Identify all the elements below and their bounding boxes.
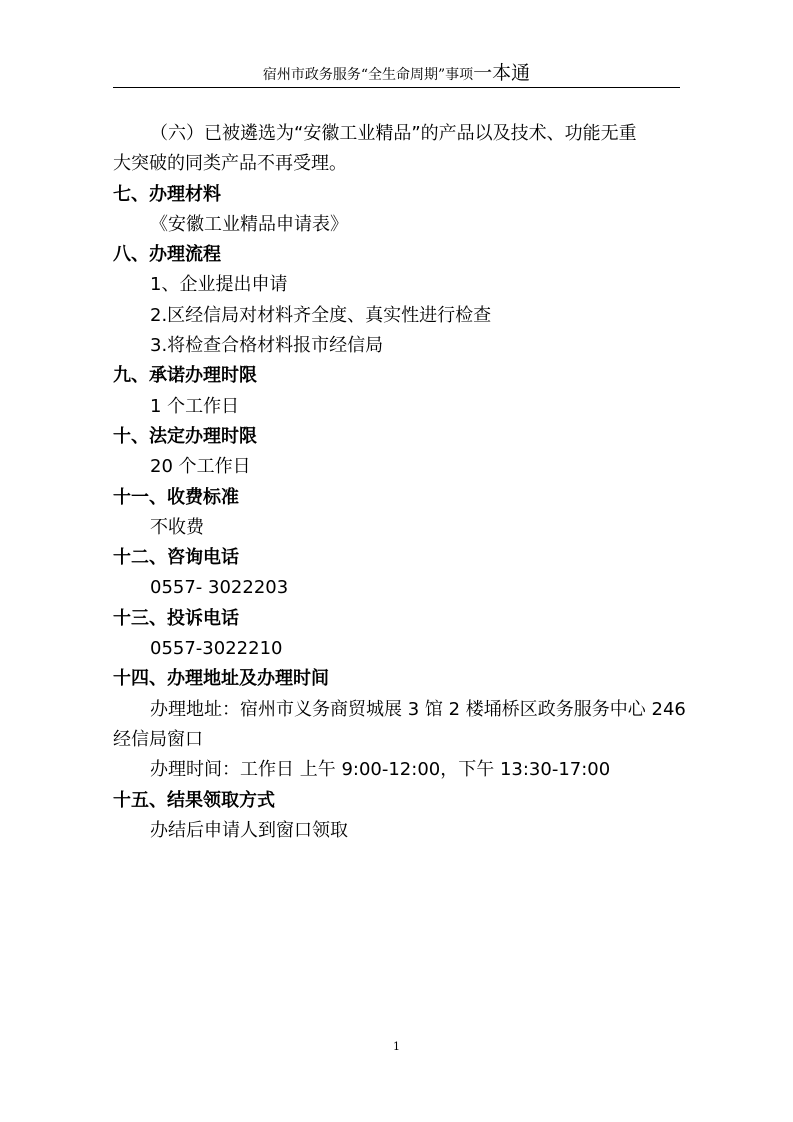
section-11-content: 不收费 <box>150 516 204 538</box>
item-6-line-2: 大突破的同类产品不再受理。 <box>113 153 347 175</box>
section-13-title: 十三、投诉电话 <box>113 607 239 629</box>
section-8-step-1: 1、企业提出申请 <box>150 274 288 296</box>
page-header <box>0 63 793 85</box>
section-10-content: 20 个工作日 <box>150 456 251 478</box>
section-8-title: 八、办理流程 <box>113 244 221 266</box>
section-13-content: 0557-3022210 <box>150 638 283 660</box>
header-text: 宿州市政务服务“全生命周期”事项 <box>262 67 474 83</box>
document-body <box>113 119 686 846</box>
item-6-line-1: （六）已被遴选为“安徽工业精品”的产品以及技术、功能无重 <box>150 123 637 144</box>
section-15-title: 十五、结果领取方式 <box>113 789 275 811</box>
section-15-content: 办结后申请人到窗口领取 <box>150 819 348 841</box>
page-number: 1 <box>393 1040 400 1053</box>
section-14-address-line-2: 经信局窗口 <box>113 728 203 750</box>
header-text-tail: 一本通 <box>473 62 531 84</box>
section-7-title: 七、办理材料 <box>113 183 221 205</box>
section-14-address-line-1: 办理地址：宿州市义务商贸城展 3 馆 2 楼埇桥区政务服务中心 246 <box>150 698 686 720</box>
section-12-content: 0557- 3022203 <box>150 577 289 599</box>
section-8-step-3: 3.将检查合格材料报市经信局 <box>150 335 384 357</box>
section-12-title: 十二、咨询电话 <box>113 547 239 569</box>
header-rule <box>113 87 680 88</box>
section-10-title: 十、法定办理时限 <box>113 425 257 447</box>
section-14-title: 十四、办理地址及办理时间 <box>113 668 329 690</box>
section-9-title: 九、承诺办理时限 <box>113 365 257 387</box>
section-14-time: 办理时间：工作日 上午 9:00-12:00，下午 13:30-17:00 <box>150 759 611 781</box>
section-7-content: 《安徽工业精品申请表》 <box>150 213 348 235</box>
section-8-step-2: 2.区经信局对材料齐全度、真实性进行检查 <box>150 304 492 326</box>
section-9-content: 1 个工作日 <box>150 395 240 417</box>
section-11-title: 十一、收费标准 <box>113 486 239 508</box>
